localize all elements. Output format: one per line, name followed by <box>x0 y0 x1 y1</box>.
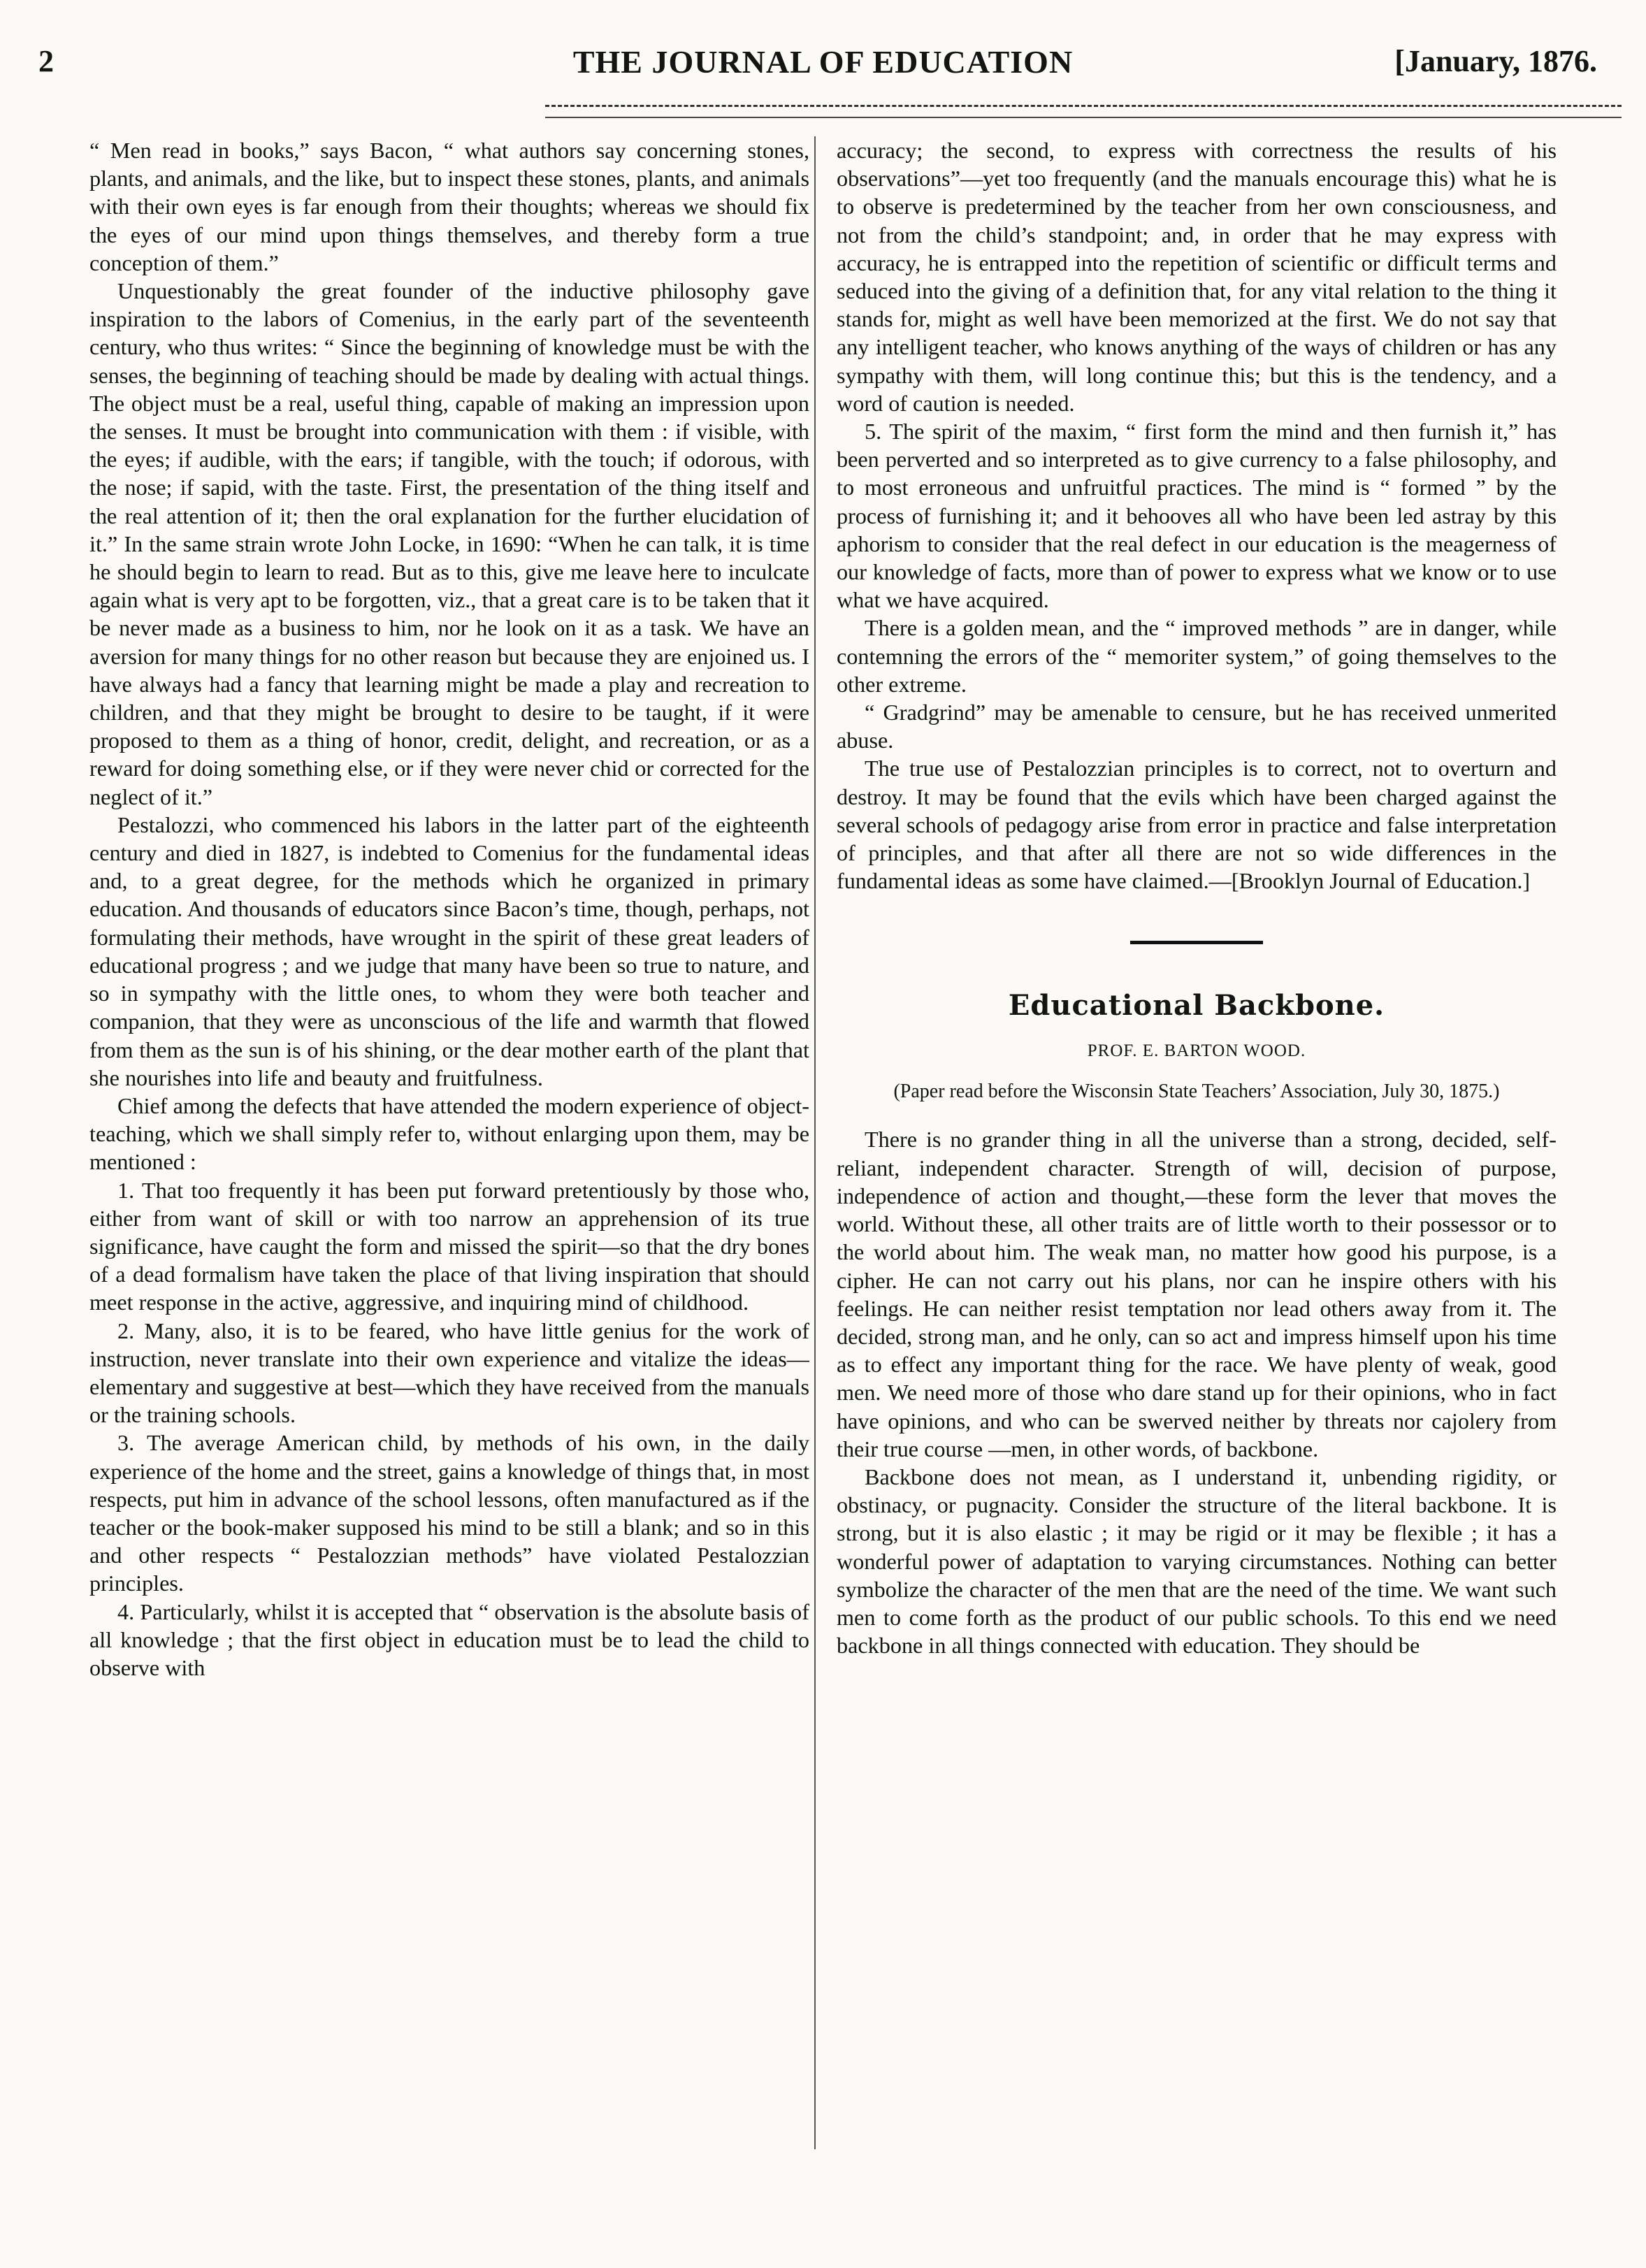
journal-title: THE JOURNAL OF EDUCATION <box>572 44 1074 80</box>
paragraph: 2. Many, also, it is to be feared, who have little genius for the work of instruction, never translate into their own experience and vitalize the ideas—elementary and suggestive at best—which they have received from the manuals or the training schools. <box>89 1317 809 1428</box>
paragraph: The true use of Pestalozzian principles is to correct, not to overturn and destroy. It may be found that the evils which have been charged against the several schools of pedagogy arise from error in practice and false interpretation of principles, and that after all there are not so wide differences in the fundamental ideas as some have claimed.—[Brooklyn Journal of Education.] <box>837 756 1557 894</box>
page-header <box>0 43 1646 85</box>
article-title: Educational Backbone. <box>1008 989 1385 1023</box>
paragraph: There is no grander thing in all the universe than a strong, decided, self-reliant, independent character. Strength of will, decision of purpose, independence of action and thought,—these form the lever that moves the world. Without these, all other traits are of little worth to their possessor or to the world about him. The weak man, no matter how good his purpose, is a cipher. He can not carry out his plans, nor can he inspire others with his feelings. He can neither resist temptation nor lead others away from it. The decided, strong man, and he only, can so act and impress himself upon his time as to effect any important thing for the race. We have plenty of weak, good men. We need more of those who dare stand up for their opinions, who in fact have opinions, and who can be swerved neither by threats nor cajolery from their true course —men, in other words, of backbone. <box>837 1127 1557 1461</box>
paragraph: “ Gradgrind” may be amenable to censure, but he has received unmerited abuse. <box>837 700 1557 753</box>
left-column <box>89 136 809 2149</box>
paragraph: “ Men read in books,” says Bacon, “ what authors say concerning stones, plants, and animals, and the like, but to inspect these stones, plants, and animals with their own eyes is far enough from their thoughts; whereas we should fix the eyes of our mind upon things themselves, and thereby form a true conception of them.” <box>89 138 809 275</box>
article-occasion: (Paper read before the Wisconsin State Teachers’ Association, July 30, 1875.) <box>893 1081 1500 1103</box>
paragraph: Unquestionably the great founder of the inductive philosophy gave inspiration to the labors of Comenius, in the early part of the seventeenth century, who thus writes: “ Since the beginning of knowledge must be with the senses, the beginning of teaching should be made by dealing with actual things. The object must be a real, useful thing, capable of making an impression upon the senses. It must be brought into communication with them : if visible, with the eyes; if audible, with the ears; if tangible, with the touch; if odorous, with the nose; if sapid, with the taste. First, the presentation of the thing itself and the real attention of it; then the oral explanation for the further elucidation of it.” In the same strain wrote John Locke, in 1690: “When he can talk, it is time he should begin to learn to read. But as to this, give me leave here to inculcate again what is very apt to be forgotten, viz., that a great care is to be taken that it be never made as a business to him, nor he look on it as a task. We have an aversion for many things for no other reason but because they are enjoined us. I have always had a fancy that learning might be made a play and recreation to children, and that they might be brought to desire to be taught, if it were proposed to them as a thing of honor, credit, delight, and recreation, or as a reward for doing something else, or if they were never chid or corrected for the neglect of it.” <box>89 278 809 809</box>
paragraph: There is a golden mean, and the “ improved methods ” are in danger, while contemning the errors of the “ memoriter system,” of going themselves to the other extreme. <box>837 615 1557 697</box>
paragraph: Backbone does not mean, as I understand it, unbending rigidity, or obstinacy, or pugnacity. Consider the structure of the literal backbone. It is strong, but it is also elastic ; it may be rigid or it may be flexible ; it has a wonderful power of adaptation to varying circumstances. Nothing can better symbolize the character of the men that are the need of the time. We want such men to come forth as the product of our public schools. To this end we need backbone in all things connected with education. They should be <box>837 1464 1557 1659</box>
paragraph: Chief among the defects that have attended the modern experience of object-teaching, which we shall simply refer to, without enlarging upon them, may be mentioned : <box>89 1092 809 1175</box>
column-divider <box>814 136 816 2149</box>
section-separator <box>1130 941 1263 944</box>
article-byline: PROF. E. BARTON WOOD. <box>1087 1041 1306 1061</box>
page-number: 2 <box>38 44 54 78</box>
right-column <box>837 136 1557 2149</box>
header-rule-lower <box>545 117 1622 118</box>
paragraph: 4. Particularly, whilst it is accepted that “ observation is the absolute basis of all knowledge ; that the first object in education must be to lead the child to observe with <box>89 1598 809 1680</box>
paragraph: 3. The average American child, by methods of his own, in the daily experience of the home and the street, gains a knowledge of things that, in most respects, put him in advance of the school lessons, often manufactured as if the teacher or the book-maker supposed his mind to be still a blank; and so in this and other respects “ Pestalozzian methods” have violated Pestalozzian principles. <box>89 1430 809 1596</box>
issue-date: [January, 1876. <box>1394 44 1597 78</box>
paragraph: Pestalozzi, who commenced his labors in the latter part of the eighteenth century and died in 1827, is indebted to Comenius for the fundamental ideas and, to a great degree, for the methods which he organized in primary education. And thousands of educators since Bacon’s time, though, perhaps, not formulating their methods, have wrought in the spirit of these great leaders of educational progress ; and we judge that many have been so true to nature, and so in sympathy with the little ones, to whom they were both teacher and companion, that they were as unconscious of the life and warmth that flowed from them as the sun is of his shining, or the dear mother earth of the plant that she nourishes into life and beauty and fruitfulness. <box>89 811 809 1090</box>
paragraph: accuracy; the second, to express with correctness the results of his observations”—yet too frequently (and the manuals encourage this) what he is to observe is predetermined by the teacher from her own consciousness, and not from the child’s standpoint; and, in order that he may express with accuracy, he is entrapped into the repetition of scientific or difficult terms and seduced into the giving of a definition that, for any vital relation to the thing it stands for, might as well have been memorized at the first. We do not say that any intelligent teacher, who knows anything of the ways of children or has any sympathy with them, will long continue this; but this is the tendency, and a word of caution is needed. <box>837 138 1557 416</box>
paragraph: 1. That too frequently it has been put forward pretentiously by those who, either from want of skill or with too narrow an apprehension of its true significance, have caught the form and missed the spirit—so that the dry bones of a dead formalism have taken the place of that living inspiration that should meet response in the active, aggressive, and inquiring mind of childhood. <box>89 1177 809 1315</box>
paragraph: 5. The spirit of the maxim, “ first form the mind and then furnish it,” has been perverted and so interpreted as to give currency to a false philosophy, and to most erroneous and unfruitful practices. The mind is “ formed ” by the process of furnishing it; and it behooves all who have been led astray by this aphorism to consider that the real defect in our education is the meagerness of our knowledge of facts, more than of power to express what we know or to use what we have acquired. <box>837 419 1557 613</box>
header-rule <box>545 105 1622 107</box>
